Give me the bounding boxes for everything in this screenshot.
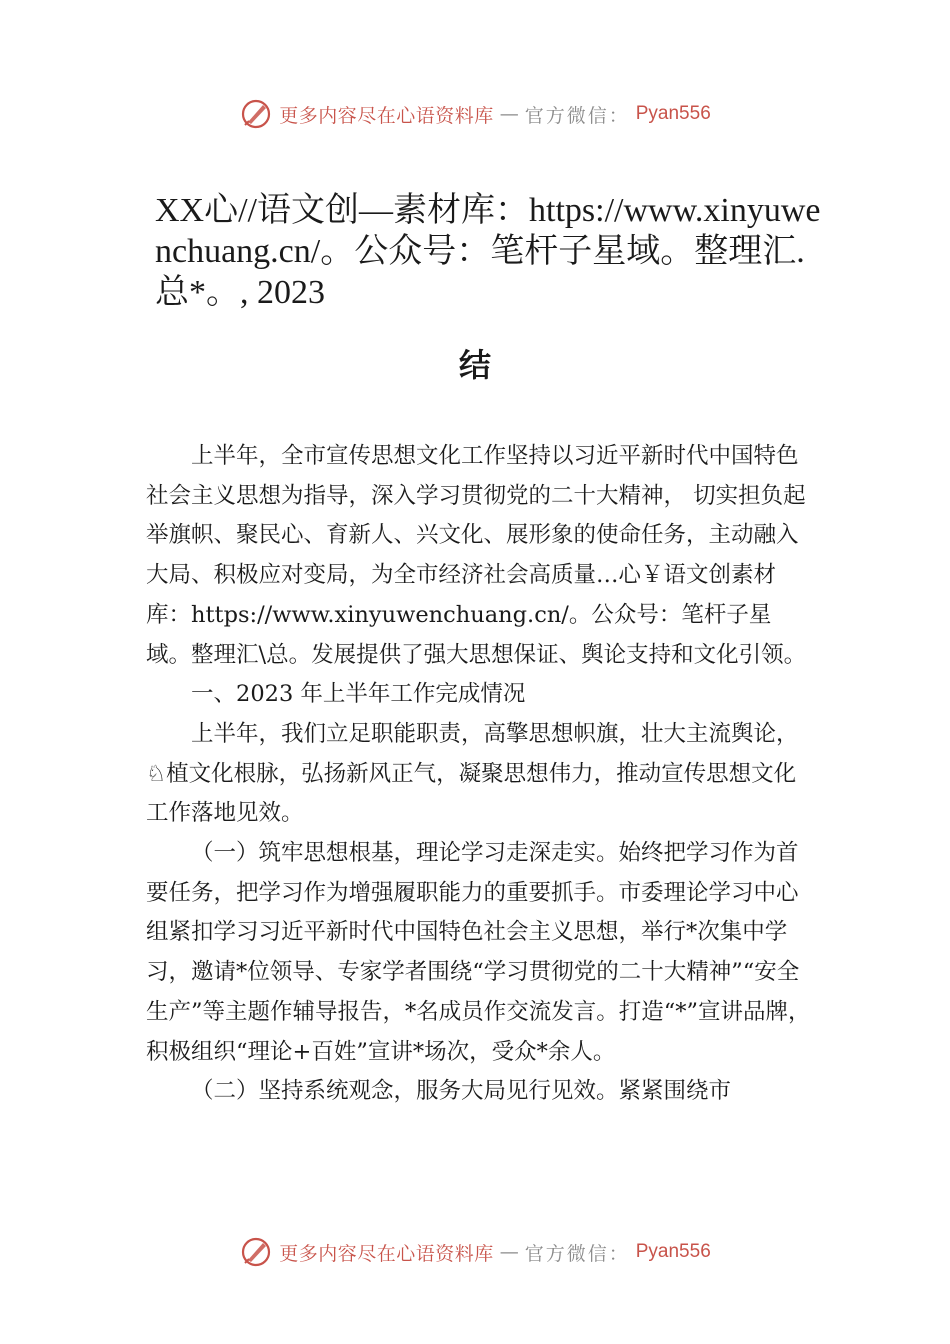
- banner-wechat-id: Pyan556: [635, 103, 711, 124]
- header-banner: [0, 94, 950, 134]
- document-body: [146, 437, 814, 1112]
- document-title: XX心//语文创—素材库：https://www.xinyuwenchuang.cn/。公众号：笔杆子星域。整理汇.总*。, 2023: [155, 192, 821, 311]
- document-title-tail: 结: [458, 346, 491, 384]
- paragraph-item-2: （二）坚持系统观念，服务大局见行见效。紧紧围绕市: [191, 1078, 732, 1105]
- banner-dash: —: [499, 103, 519, 125]
- section-heading: 一、2023 年上半年工作完成情况: [191, 681, 526, 708]
- paragraph-item-1: （一）筑牢思想根基，理论学习走深走实。始终把学习作为首要任务，把学习作为增强履职能力的重要抓手。市委理论学习中心组紧扣学习习近平新时代中国特色社会主义思想，举行*次集中学习，邀请*位领导、专家学者围绕“学习贯彻党的二十大精神”“安全生产”等主题作辅导报告，*名成员作交流发言。打造“*”宣讲品牌，积极组织“理论+百姓”宣讲*场次，受众*余人。: [146, 840, 811, 1065]
- banner-text: 更多内容尽在心语资料库: [279, 1242, 494, 1265]
- paragraph-summary: 上半年，我们立足职能职责，高擎思想帜旗，壮大主流舆论，♘植文化根脉，弘扬新风正气，凝聚思想伟力，推动宣传思想文化工作落地见效。: [146, 720, 799, 827]
- banner-official-label: 官方微信：: [524, 104, 630, 127]
- quill-logo-icon: [239, 1235, 273, 1269]
- footer-banner: [0, 1232, 950, 1272]
- banner-dash: —: [499, 1241, 519, 1263]
- banner-text: 更多内容尽在心语资料库: [279, 104, 494, 127]
- quill-logo-icon: [239, 97, 273, 131]
- banner-official-label: 官方微信：: [524, 1242, 630, 1265]
- paragraph-intro: 上半年，全市宣传思想文化工作坚持以习近平新时代中国特色社会主义思想为指导，深入学习贯彻党的二十大精神， 切实担负起举旗帜、聚民心、育新人、兴文化、展形象的使命任务，主动融入大局、积极应对变局，为全市经济社会高质量…心￥语文创素材库：https://www.xinyuwenchuang.cn/。公众号：笔杆子星域。整理汇\总。发展提供了强大思想保证、舆论支持和文化引领。: [146, 443, 807, 668]
- banner-wechat-id: Pyan556: [635, 1241, 711, 1262]
